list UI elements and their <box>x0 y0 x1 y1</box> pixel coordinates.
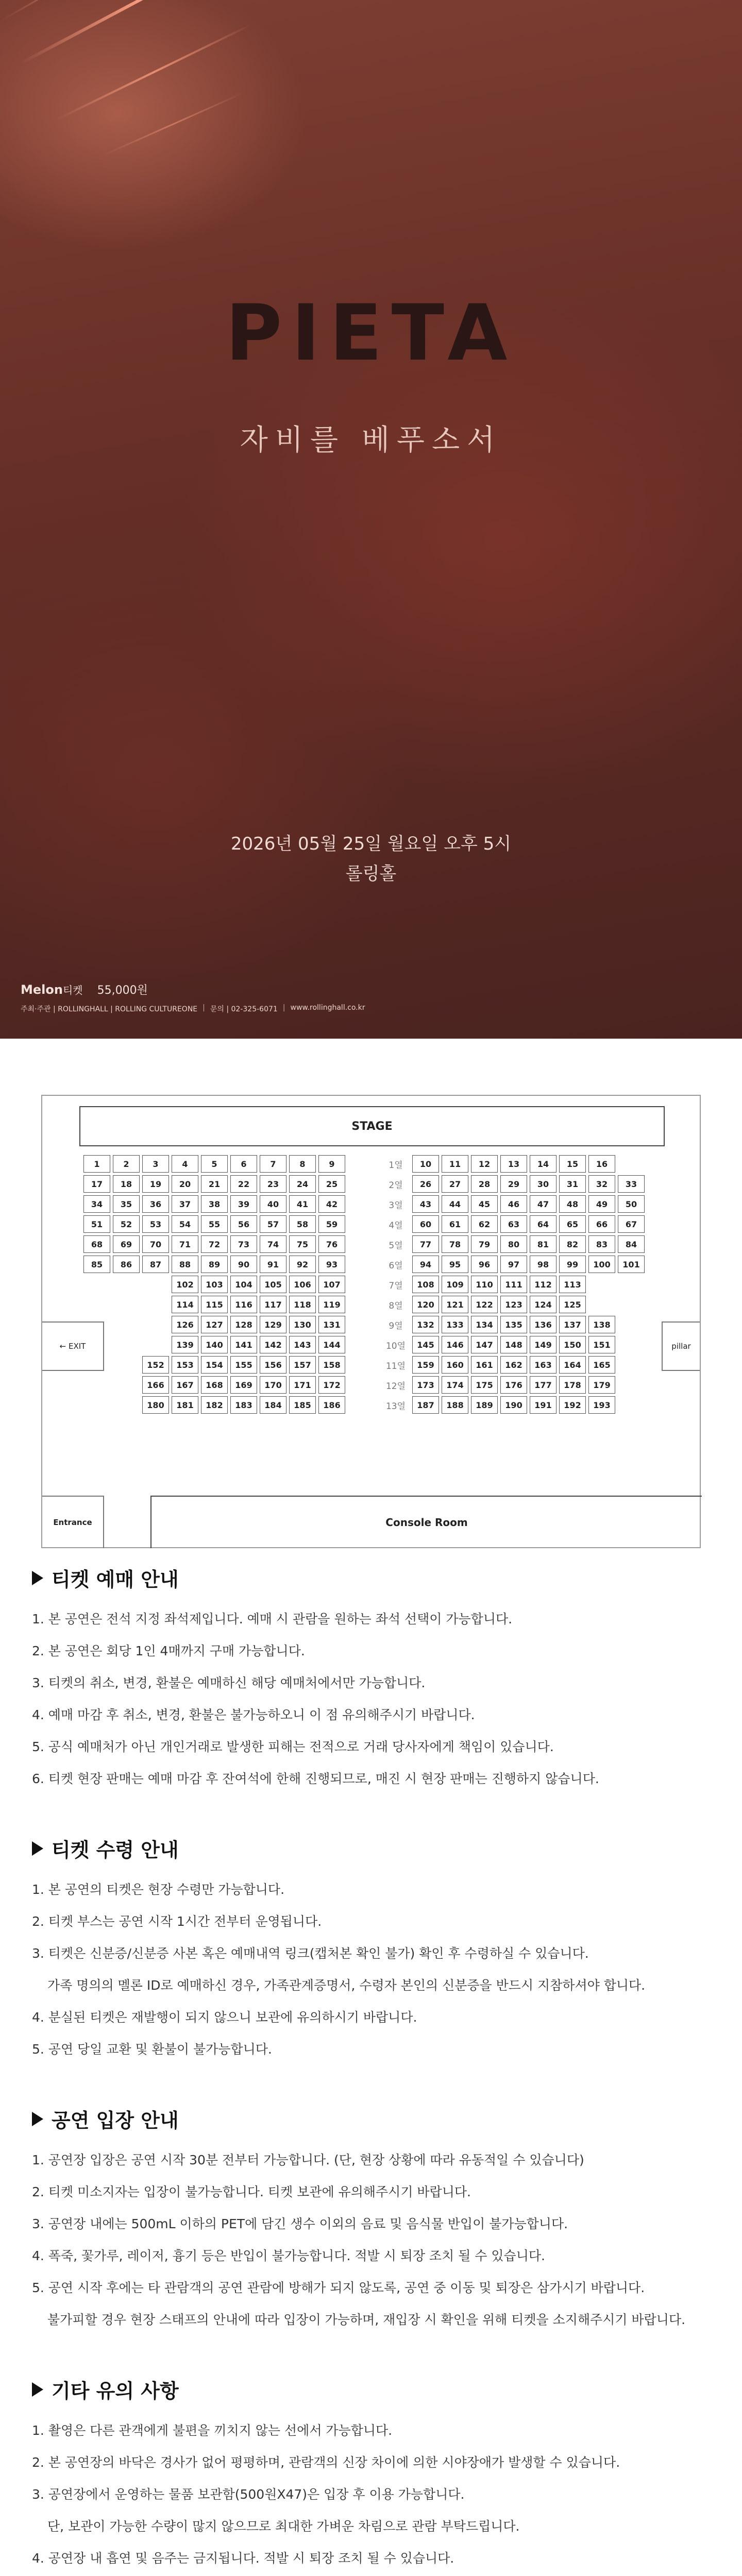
seat-143: 143 <box>289 1336 316 1353</box>
seat-169: 169 <box>230 1376 257 1394</box>
seat-29: 29 <box>500 1175 527 1193</box>
seat-93: 93 <box>318 1256 345 1273</box>
seat-138: 138 <box>588 1316 615 1333</box>
seat-8: 8 <box>289 1155 316 1173</box>
row-label: 12열 <box>385 1381 406 1392</box>
seat-19: 19 <box>142 1175 169 1193</box>
seat-128: 128 <box>230 1316 257 1333</box>
seat-38: 38 <box>201 1195 228 1213</box>
seat-104: 104 <box>230 1276 257 1293</box>
row-label: 5열 <box>389 1240 403 1251</box>
seat-188: 188 <box>442 1396 468 1414</box>
seat-16: 16 <box>588 1155 615 1173</box>
info-line: 2. 티켓 부스는 공연 시작 1시간 전부터 운영됩니다. <box>32 1914 322 1929</box>
info-line: 4. 예매 마감 후 취소, 변경, 환불은 불가능하오니 이 점 유의해주시기 바랍니다. <box>32 1707 475 1722</box>
seat-90: 90 <box>230 1256 257 1273</box>
seat-187: 187 <box>412 1396 439 1414</box>
seat-166: 166 <box>142 1376 169 1394</box>
seat-147: 147 <box>471 1336 498 1353</box>
seat-97: 97 <box>500 1256 527 1273</box>
seat-94: 94 <box>412 1256 439 1273</box>
poster-footer: Melon티켓 55,000원 주최·주관 | ROLLINGHALL | ROLLING CULTUREONE | 문의 | 02-325-6071 | www.rollinghall.co.kr <box>21 982 365 1013</box>
seat-178: 178 <box>559 1376 586 1394</box>
seat-153: 153 <box>172 1356 198 1374</box>
seat-89: 89 <box>201 1256 228 1273</box>
seat-140: 140 <box>201 1336 228 1353</box>
info-line: 5. 공연 시작 후에는 타 관람객의 공연 관람에 방해가 되지 않도록, 공연 중 이동 및 퇴장은 삼가시기 바랍니다. <box>32 2280 645 2295</box>
seat-20: 20 <box>172 1175 198 1193</box>
seat-183: 183 <box>230 1396 257 1414</box>
seat-160: 160 <box>442 1356 468 1374</box>
info-line: 3. 공연장 내에는 500mL 이하의 PET에 담긴 생수 이외의 음료 및 음식물 반입이 불가능합니다. <box>32 2216 568 2231</box>
seat-135: 135 <box>500 1316 527 1333</box>
info-line: 5. 공식 예매처가 아닌 개인거래로 발생한 피해는 전적으로 거래 당사자에게 책임이 있습니다. <box>32 1739 554 1754</box>
seat-134: 134 <box>471 1316 498 1333</box>
seat-137: 137 <box>559 1316 586 1333</box>
seat-59: 59 <box>318 1215 345 1233</box>
seat-12: 12 <box>471 1155 498 1173</box>
seat-78: 78 <box>442 1235 468 1253</box>
seat-168: 168 <box>201 1376 228 1394</box>
seat-25: 25 <box>318 1175 345 1193</box>
seat-154: 154 <box>201 1356 228 1374</box>
seat-75: 75 <box>289 1235 316 1253</box>
light-streak <box>0 0 170 22</box>
seat-18: 18 <box>113 1175 140 1193</box>
seat-161: 161 <box>471 1356 498 1374</box>
seat-57: 57 <box>260 1215 286 1233</box>
seat-33: 33 <box>618 1175 645 1193</box>
seat-174: 174 <box>442 1376 468 1394</box>
seat-98: 98 <box>530 1256 556 1273</box>
seat-7: 7 <box>260 1155 286 1173</box>
seat-49: 49 <box>588 1195 615 1213</box>
seat-80: 80 <box>500 1235 527 1253</box>
seat-150: 150 <box>559 1336 586 1353</box>
seat-64: 64 <box>530 1215 556 1233</box>
seat-165: 165 <box>588 1356 615 1374</box>
seat-170: 170 <box>260 1376 286 1394</box>
seat-39: 39 <box>230 1195 257 1213</box>
seat-99: 99 <box>559 1256 586 1273</box>
info-line: 1. 공연장 입장은 공연 시작 30분 전부터 가능합니다. (단, 현장 상황에 따라 유동적일 수 있습니다) <box>32 2153 584 2167</box>
seat-173: 173 <box>412 1376 439 1394</box>
row-label: 6열 <box>389 1260 403 1271</box>
info-line: 1. 본 공연은 전석 지정 좌석제입니다. 예매 시 관람을 원하는 좌석 선택이 가능합니다. <box>32 1612 513 1626</box>
seat-82: 82 <box>559 1235 586 1253</box>
seat-26: 26 <box>412 1175 439 1193</box>
seat-43: 43 <box>412 1195 439 1213</box>
row-label: 4열 <box>389 1220 403 1231</box>
seat-79: 79 <box>471 1235 498 1253</box>
seat-36: 36 <box>142 1195 169 1213</box>
seat-map <box>41 1095 701 1548</box>
section-entry <box>32 2105 712 2336</box>
section-ticket-pickup <box>32 1834 712 2065</box>
seat-13: 13 <box>500 1155 527 1173</box>
info-line: 가족 명의의 멜론 ID로 예매하신 경우, 가족관계증명서, 수령자 본인의 신분증을 반드시 지참하셔야 합니다. <box>47 1978 646 1993</box>
seat-123: 123 <box>500 1296 527 1313</box>
seat-1: 1 <box>83 1155 110 1173</box>
row-label: 7열 <box>389 1280 403 1291</box>
seat-41: 41 <box>289 1195 316 1213</box>
seat-132: 132 <box>412 1316 439 1333</box>
light-streak <box>20 0 258 65</box>
seat-55: 55 <box>201 1215 228 1233</box>
info-line: 2. 티켓 미소지자는 입장이 불가능합니다. 티켓 보관에 유의해주시기 바랍니다. <box>32 2184 471 2199</box>
seat-148: 148 <box>500 1336 527 1353</box>
seat-181: 181 <box>172 1396 198 1414</box>
seat-67: 67 <box>618 1215 645 1233</box>
seat-167: 167 <box>172 1376 198 1394</box>
seat-139: 139 <box>172 1336 198 1353</box>
seat-5: 5 <box>201 1155 228 1173</box>
seat-193: 193 <box>588 1396 615 1414</box>
seat-146: 146 <box>442 1336 468 1353</box>
seat-91: 91 <box>260 1256 286 1273</box>
seat-32: 32 <box>588 1175 615 1193</box>
seat-131: 131 <box>318 1316 345 1333</box>
seat-180: 180 <box>142 1396 169 1414</box>
section-title: 공연 입장 안내 <box>52 2109 179 2132</box>
seat-151: 151 <box>588 1336 615 1353</box>
info-line: 6. 티켓 현장 판매는 예매 마감 후 잔여석에 한해 진행되므로, 매진 시 현장 판매는 진행하지 않습니다. <box>32 1771 599 1786</box>
seat-10: 10 <box>412 1155 439 1173</box>
seat-95: 95 <box>442 1256 468 1273</box>
seat-77: 77 <box>412 1235 439 1253</box>
section-other-notes <box>32 2375 712 2576</box>
melon-logo: Melon티켓 <box>21 982 83 997</box>
seat-11: 11 <box>442 1155 468 1173</box>
seat-63: 63 <box>500 1215 527 1233</box>
seat-17: 17 <box>83 1175 110 1193</box>
seat-149: 149 <box>530 1336 556 1353</box>
seat-74: 74 <box>260 1235 286 1253</box>
seat-158: 158 <box>318 1356 345 1374</box>
info-line: 3. 공연장에서 운영하는 물품 보관함(500원X47)은 입장 후 이용 가능합니다. <box>32 2487 465 2502</box>
seat-23: 23 <box>260 1175 286 1193</box>
row-label: 9열 <box>389 1320 403 1331</box>
row-label: 11열 <box>385 1361 406 1371</box>
seat-6: 6 <box>230 1155 257 1173</box>
seat-44: 44 <box>442 1195 468 1213</box>
light-streak <box>56 24 251 121</box>
info-line: 단, 보관이 가능한 수량이 많지 않으므로 최대한 가벼운 차림으로 관람 부탁드립니다. <box>47 2519 520 2534</box>
seat-122: 122 <box>471 1296 498 1313</box>
seat-50: 50 <box>618 1195 645 1213</box>
seat-84: 84 <box>618 1235 645 1253</box>
seat-2: 2 <box>113 1155 140 1173</box>
seat-45: 45 <box>471 1195 498 1213</box>
seat-152: 152 <box>142 1356 169 1374</box>
seat-107: 107 <box>318 1276 345 1293</box>
seat-27: 27 <box>442 1175 468 1193</box>
seat-182: 182 <box>201 1396 228 1414</box>
seat-73: 73 <box>230 1235 257 1253</box>
seat-117: 117 <box>260 1296 286 1313</box>
seat-129: 129 <box>260 1316 286 1333</box>
console-room: Console Room <box>150 1496 702 1548</box>
seat-28: 28 <box>471 1175 498 1193</box>
triangle-bullet-icon <box>32 2382 43 2397</box>
event-date: 2026년 05월 25일 월요일 오후 5시 <box>230 834 512 854</box>
row-label: 10열 <box>385 1341 406 1351</box>
seat-60: 60 <box>412 1215 439 1233</box>
row-label: 1열 <box>389 1160 403 1171</box>
seat-31: 31 <box>559 1175 586 1193</box>
organizer-credit: 주최·주관 | ROLLINGHALL | ROLLING CULTUREONE <box>21 1005 198 1013</box>
seat-34: 34 <box>83 1195 110 1213</box>
seat-155: 155 <box>230 1356 257 1374</box>
seat-142: 142 <box>260 1336 286 1353</box>
seat-115: 115 <box>201 1296 228 1313</box>
seat-14: 14 <box>530 1155 556 1173</box>
seat-136: 136 <box>530 1316 556 1333</box>
triangle-bullet-icon <box>32 1841 43 1856</box>
info-line: 4. 분실된 티켓은 재발행이 되지 않으니 보관에 유의하시기 바랍니다. <box>32 2010 417 2025</box>
seat-141: 141 <box>230 1336 257 1353</box>
seat-61: 61 <box>442 1215 468 1233</box>
seat-68: 68 <box>83 1235 110 1253</box>
section-title: 티켓 수령 안내 <box>52 1839 179 1861</box>
seat-51: 51 <box>83 1215 110 1233</box>
seat-189: 189 <box>471 1396 498 1414</box>
seat-159: 159 <box>412 1356 439 1374</box>
seat-40: 40 <box>260 1195 286 1213</box>
seat-120: 120 <box>412 1296 439 1313</box>
seat-106: 106 <box>289 1276 316 1293</box>
row-label: 13열 <box>385 1401 406 1412</box>
seat-4: 4 <box>172 1155 198 1173</box>
info-line: 5. 공연 당일 교환 및 환불이 불가능합니다. <box>32 2042 272 2057</box>
info-line: 4. 폭죽, 꽃가루, 레이저, 흉기 등은 반입이 불가능합니다. 적발 시 퇴장 조치 될 수 있습니다. <box>32 2248 545 2263</box>
seat-81: 81 <box>530 1235 556 1253</box>
seat-15: 15 <box>559 1155 586 1173</box>
seat-65: 65 <box>559 1215 586 1233</box>
seat-192: 192 <box>559 1396 586 1414</box>
seat-66: 66 <box>588 1215 615 1233</box>
seat-105: 105 <box>260 1276 286 1293</box>
website-link[interactable]: www.rollinghall.co.kr <box>290 1004 365 1012</box>
seat-30: 30 <box>530 1175 556 1193</box>
seat-114: 114 <box>172 1296 198 1313</box>
seat-22: 22 <box>230 1175 257 1193</box>
seat-172: 172 <box>318 1376 345 1394</box>
seat-88: 88 <box>172 1256 198 1273</box>
seat-157: 157 <box>289 1356 316 1374</box>
seat-101: 101 <box>618 1256 645 1273</box>
seat-86: 86 <box>113 1256 140 1273</box>
row-label: 2열 <box>389 1180 403 1191</box>
seat-56: 56 <box>230 1215 257 1233</box>
seat-175: 175 <box>471 1376 498 1394</box>
seat-83: 83 <box>588 1235 615 1253</box>
info-line: 2. 본 공연은 회당 1인 4매까지 구매 가능합니다. <box>32 1643 305 1658</box>
seat-54: 54 <box>172 1215 198 1233</box>
info-line: 불가피할 경우 현장 스태프의 안내에 따라 입장이 가능하며, 재입장 시 확인을 위해 티켓을 소지해주시기 바랍니다. <box>47 2312 686 2327</box>
triangle-bullet-icon <box>32 2112 43 2126</box>
seat-176: 176 <box>500 1376 527 1394</box>
seat-87: 87 <box>142 1256 169 1273</box>
seat-62: 62 <box>471 1215 498 1233</box>
info-line: 2. 본 공연장의 바닥은 경사가 없어 평평하며, 관람객의 신장 차이에 의한 시야장애가 발생할 수 있습니다. <box>32 2455 620 2470</box>
seat-52: 52 <box>113 1215 140 1233</box>
seat-190: 190 <box>500 1396 527 1414</box>
entrance-label: Entrance <box>42 1496 104 1548</box>
seat-186: 186 <box>318 1396 345 1414</box>
info-line: 1. 본 공연의 티켓은 현장 수령만 가능합니다. <box>32 1882 285 1897</box>
seat-112: 112 <box>530 1276 556 1293</box>
pillar-label: pillar <box>662 1321 700 1371</box>
exit-label: ← EXIT <box>42 1321 104 1371</box>
seat-102: 102 <box>172 1276 198 1293</box>
seat-130: 130 <box>289 1316 316 1333</box>
seat-53: 53 <box>142 1215 169 1233</box>
seat-116: 116 <box>230 1296 257 1313</box>
info-line: 4. 공연장 내 흡연 및 음주는 금지됩니다. 적발 시 퇴장 조치 될 수 있습니다. <box>32 2551 454 2566</box>
seat-58: 58 <box>289 1215 316 1233</box>
section-title: 기타 유의 사항 <box>52 2380 179 2402</box>
event-venue: 롤링홀 <box>345 863 397 884</box>
seat-179: 179 <box>588 1376 615 1394</box>
seat-48: 48 <box>559 1195 586 1213</box>
poster <box>0 0 742 1039</box>
seat-163: 163 <box>530 1356 556 1374</box>
seat-119: 119 <box>318 1296 345 1313</box>
seat-110: 110 <box>471 1276 498 1293</box>
seat-111: 111 <box>500 1276 527 1293</box>
seat-71: 71 <box>172 1235 198 1253</box>
seat-145: 145 <box>412 1336 439 1353</box>
seat-191: 191 <box>530 1396 556 1414</box>
seat-156: 156 <box>260 1356 286 1374</box>
seat-35: 35 <box>113 1195 140 1213</box>
seat-92: 92 <box>289 1256 316 1273</box>
info-line: 3. 티켓의 취소, 변경, 환불은 예매하신 해당 예매처에서만 가능합니다. <box>32 1675 426 1690</box>
seat-113: 113 <box>559 1276 586 1293</box>
seat-184: 184 <box>260 1396 286 1414</box>
seat-9: 9 <box>318 1155 345 1173</box>
seat-124: 124 <box>530 1296 556 1313</box>
seat-85: 85 <box>83 1256 110 1273</box>
seat-3: 3 <box>142 1155 169 1173</box>
row-label: 3열 <box>389 1200 403 1211</box>
seat-118: 118 <box>289 1296 316 1313</box>
seat-121: 121 <box>442 1296 468 1313</box>
poster-title: PIETA <box>225 289 517 378</box>
section-title: 티켓 예매 안내 <box>52 1568 179 1591</box>
row-label: 8열 <box>389 1300 403 1311</box>
info-line: 3. 티켓은 신분증/신분증 사본 혹은 예매내역 링크(캡처본 확인 불가) 확인 후 수령하실 수 있습니다. <box>32 1946 589 1961</box>
seat-109: 109 <box>442 1276 468 1293</box>
seat-96: 96 <box>471 1256 498 1273</box>
seat-37: 37 <box>172 1195 198 1213</box>
seat-108: 108 <box>412 1276 439 1293</box>
seat-177: 177 <box>530 1376 556 1394</box>
ticket-price: 55,000원 <box>97 984 148 997</box>
seat-70: 70 <box>142 1235 169 1253</box>
seat-126: 126 <box>172 1316 198 1333</box>
light-streak <box>103 92 244 156</box>
seat-69: 69 <box>113 1235 140 1253</box>
seat-171: 171 <box>289 1376 316 1394</box>
seat-125: 125 <box>559 1296 586 1313</box>
seat-47: 47 <box>530 1195 556 1213</box>
poster-subtitle: 자비를 베푸소서 <box>240 423 502 457</box>
info-line: 1. 촬영은 다른 관객에게 불편을 끼치지 않는 선에서 가능합니다. <box>32 2423 393 2438</box>
seat-72: 72 <box>201 1235 228 1253</box>
stage: STAGE <box>79 1106 665 1146</box>
contact-phone: 문의 | 02-325-6071 <box>210 1005 278 1013</box>
seat-185: 185 <box>289 1396 316 1414</box>
section-ticket-booking <box>32 1564 712 1795</box>
seat-100: 100 <box>588 1256 615 1273</box>
seat-133: 133 <box>442 1316 468 1333</box>
seat-162: 162 <box>500 1356 527 1374</box>
seat-24: 24 <box>289 1175 316 1193</box>
seat-103: 103 <box>201 1276 228 1293</box>
seat-164: 164 <box>559 1356 586 1374</box>
seat-144: 144 <box>318 1336 345 1353</box>
seat-76: 76 <box>318 1235 345 1253</box>
seat-21: 21 <box>201 1175 228 1193</box>
triangle-bullet-icon <box>32 1571 43 1585</box>
seat-127: 127 <box>201 1316 228 1333</box>
seat-42: 42 <box>318 1195 345 1213</box>
seat-46: 46 <box>500 1195 527 1213</box>
